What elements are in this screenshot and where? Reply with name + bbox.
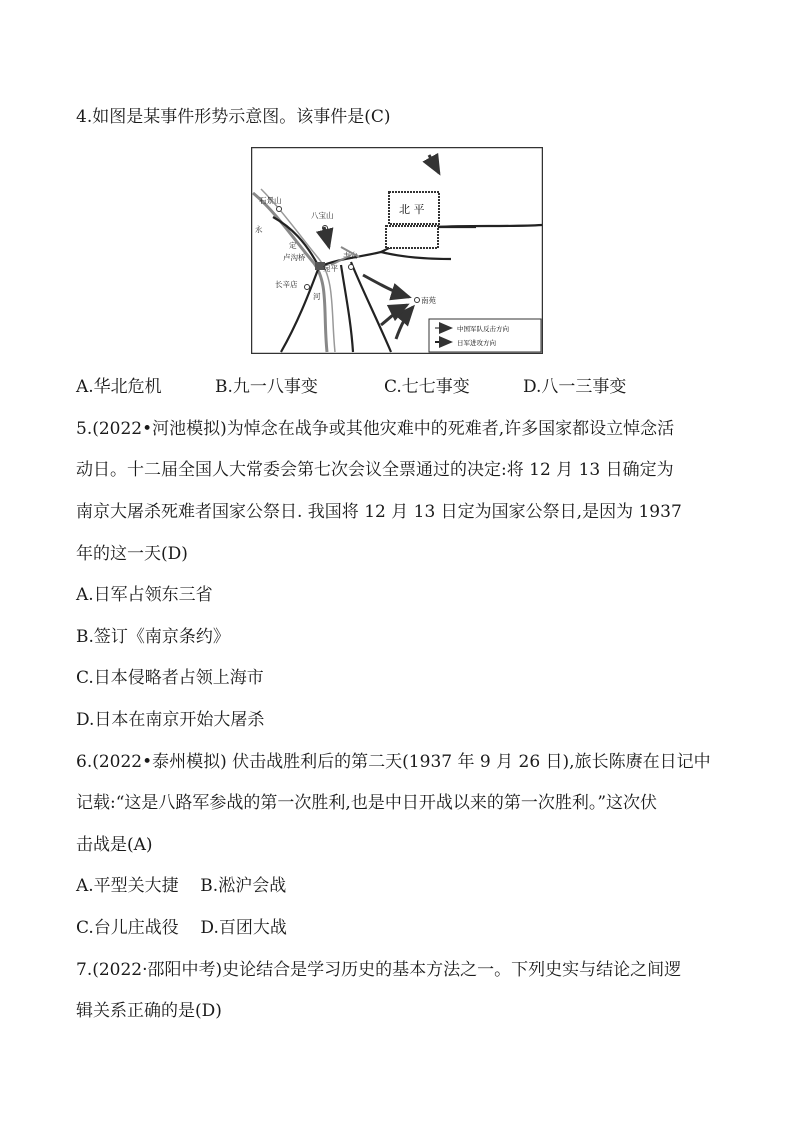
q6-options-row-2: C.台儿庄战役 D.百团大战 [76,918,287,938]
babaoshan-label: 八宝山 [311,211,334,220]
q6-stem-line-1: 6.(2022•泰州模拟) 伏击战胜利后的第二天(1937 年 9 月 26 日),旅长陈赓在日记中 [76,752,711,772]
q7-stem-line-2: 辑关系正确的是(D) [76,1001,222,1021]
wanping-label: 宛平 [323,264,338,273]
q5-stem-line-3: 南京大屠杀死难者国家公祭日. 我国将 12 月 13 日定为国家公祭日,是因为 1937 [76,502,682,522]
beiping-label: 北 平 [399,203,425,216]
legend-japan: 日军进攻方向 [457,339,496,347]
q4-options [76,376,626,398]
nanyuan-label: 南苑 [421,296,436,305]
q5-option-d: D.日本在南京开始大屠杀 [76,710,265,730]
ding-label: 定 [289,241,297,250]
q5-stem-line-2: 动日。十二届全国人大常委会第七次会议全票通过的决定:将 12 月 13 日确定为 [76,460,674,480]
q5-stem-line-1: 5.(2022•河池模拟)为悼念在战争或其他灾难中的死难者,许多国家都设立悼念活 [76,419,675,439]
q4-option-b: B.九一八事变 [215,377,318,397]
q4-option-a: A.华北危机 [76,377,162,397]
q5-option-c: C.日本侵略者占领上海市 [76,668,264,688]
q5-option-b: B.签订《南京条约》 [76,627,230,647]
q5-option-a: A.日军占领东三省 [76,585,213,605]
lugouqiao-label: 卢沟桥 [283,253,306,262]
changxindian-label: 长辛店 [275,280,298,289]
yong-label: 永 [255,225,263,234]
shijingshan-label: 石景山 [259,196,282,205]
q4-stem: 4.如图是某事件形势示意图。该事件是(C) [76,107,391,127]
q4-option-d: D.八一三事变 [523,377,627,397]
battle-situation-map [251,147,543,354]
q6-stem-line-2: 记载:“这是八路军参战的第一次胜利,也是中日开战以来的第一次胜利。”这次伏 [76,793,658,813]
legend-china: 中国军队反击方向 [457,325,509,333]
q6-stem-line-3: 击战是(A) [76,835,153,855]
q6-options-row-1: A.平型关大捷 B.淞沪会战 [76,876,287,896]
q7-stem-line-1: 7.(2022·邵阳中考)史论结合是学习历史的基本方法之一。下列史实与结论之间逻 [76,960,682,980]
q4-option-c: C.七七事变 [384,377,470,397]
fengtai-label: 丰台 [343,251,358,260]
q5-stem-line-4: 年的这一天(D) [76,544,188,564]
he-label: 河 [313,292,321,301]
